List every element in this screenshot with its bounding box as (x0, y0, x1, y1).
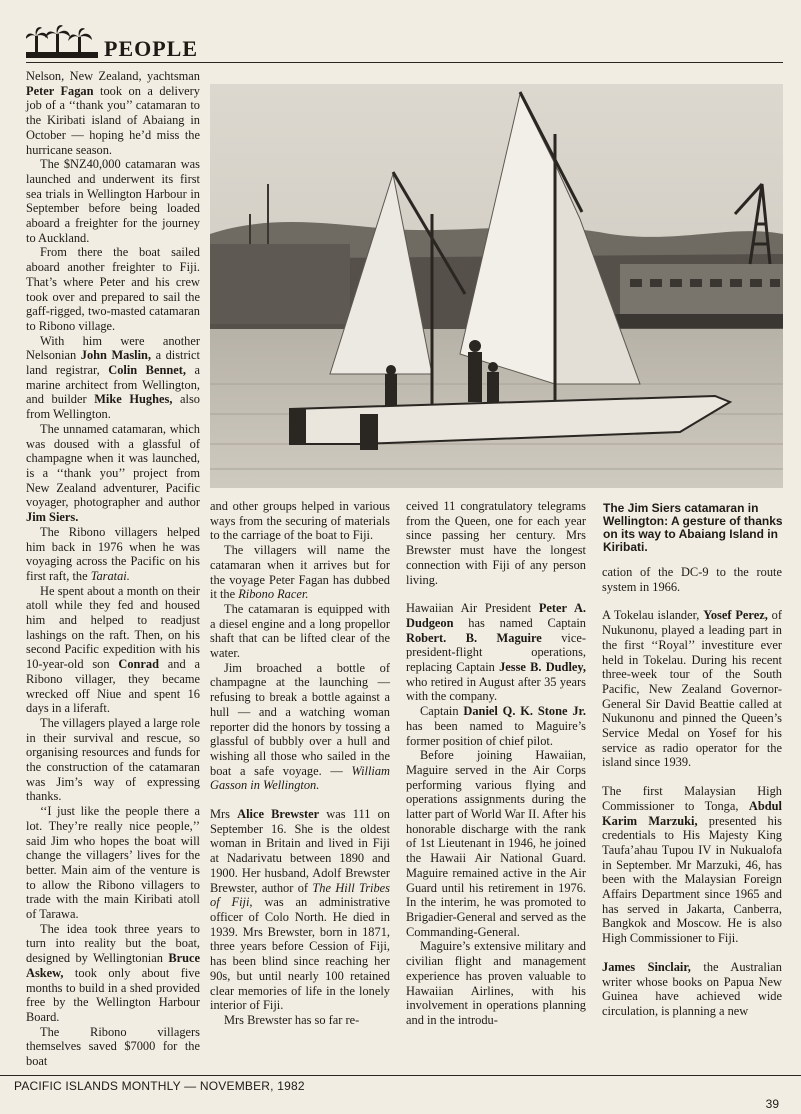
header-rule (26, 62, 783, 63)
article-column-2: and other groups helped in various ways from the securing of materials to the carriage of the boat to Fiji. The villagers will name the catamaran when it arrives but for the voyage Peter Fagan has dubbed it the Ribono Racer. The catamaran is equipped with a diesel engine and a long propellor shaft that can be lifted clear of the water. Jim broached a bottle of champagne at the launching — refusing to break a bottle against a hull — and a watching woman reporter did the honors by tossing a glassful of bubbly over a hull and wishing all those who sailed in the boat a safe voyage. — William Gasson in Wellington. Mrs Alice Brewster was 111 on September 16. She is the oldest woman in Britain and lived in Fiji at Nadarivatu between 1890 and 1900. Her husband, Adolf Brewster Brewster, author of The Hill Tribes of Fiji, was an administrative officer of Colo North. He died in 1939. Mrs Brewster, born in 1871, three years before Cession of Fiji, has been blind since reaching her 90s, but until nearly 100 retained clear memories of life in the lonely interior of Fiji. Mrs Brewster has so far re- (210, 499, 390, 1027)
photo-caption: The Jim Siers catamaran in Wellington: A gesture of thanks on its way to Abaiang Island in Kiribati. (603, 501, 783, 554)
byline: William Gasson in Wellington. (210, 763, 390, 793)
publication-footer: PACIFIC ISLANDS MONTHLY — NOVEMBER, 1982 (14, 1079, 305, 1093)
catamaran-photo (210, 84, 783, 488)
article-column-4: cation of the DC-9 to the route system in 1966. A Tokelau islander, Yosef Perez, of Nukunonu, played a leading part in the first ‘‘Royal’’ investiture ever held in Tokelau. During his recent three-week tour of the South Pacific, New Zealand Governor-General Sir David Beattie called at Nukunonu and pinned the Queen’s Service Medal on Yosef for his service as radio operator for the island since 1939. The first Malaysian High Commissioner to Tonga, Abdul Karim Marzuki, presented his credentials to His Majesty King Taufa’ahau Tupou IV in Nukualofa in September. Mr Marzuki, 46, has been with the Malaysian Foreign Affairs Department since 1965 and has served in Jakarta, Canberra, Bangkok and Moscow. He is also High Commissioner to Fiji. James Sinclair, the Australian writer whose books on Papua New Guinea have achieved wide circulation, is planning a new (602, 565, 783, 1018)
palm-trees-logo (26, 24, 98, 60)
article-column-3: ceived 11 congratulatory telegrams from the Queen, one for each year since passing her century. Mrs Brewster must have the longest connection with Fiji of any person living. Hawaiian Air President Peter A. Dudgeon has named Captain Robert. B. Maguire vice-president-flight operations, replacing Captain Jesse B. Dudley, who retired in August after 35 years with the company. Captain Daniel Q. K. Stone Jr. has been named to Maguire’s former position of chief pilot. Before joining Hawaiian, Maguire served in the Air Corps performing various flying and operations assignments during the latter part of World War II. After his honorable discharge with the rank of 1st Lieutenant in 1946, he joined the Hawaii Air National Guard. Maguire remained active in the Air Guard until his retirement in 1976. In the interim, he was promoted to Brigadier-General and served as the Commanding-General. Maguire’s extensive military and civilian flight and management experience has proven valuable to Hawaiian Airlines, with his involvement in operations planning and in the introdu- (406, 499, 586, 1027)
page-number: 39 (765, 1097, 779, 1111)
article-column-1: Nelson, New Zealand, yachtsman Peter Fagan took on a delivery job of a ‘‘thank you’’ catamaran to the Kiribati island of Abaiang in October — hoping he’d miss the hurricane season. The $NZ40,000 catamaran was launched and underwent its first sea trials in Wellington Harbour in September before being loaded aboard a freighter for the journey to Auckland. From there the boat sailed aboard another freighter to Fiji. That’s where Peter and his crew took over and prepared to sail the gaff-rigged, two-masted catamaran to Ribono village. With him were another Nelsonian John Maslin, a district land registrar, Colin Bennet, a marine architect from Wellington, and builder Mike Hughes, also from Wellington. The unnamed catamaran, which was doused with a glassful of champagne when it was launched, is a ‘‘thank you’’ project from New Zealand adventurer, Pacific voyager, photographer and author Jim Siers. The Ribono villagers helped him back in 1976 when he was voyaging across the Pacific on his first raft, the Taratai. He spent about a month on their atoll while they fed and housed him and helped to readjust lashings on the raft. Then, on his second Pacific expedition with his 10-year-old son Conrad and a Ribono villager, they became wrecked off Niue and spent 16 days in a liferaft. The villagers played a large role in their survival and rescue, so organising resources and funds for the construction of the catamaran was Jim’s way of expressing thanks. ‘‘I just like the people there a lot. They’re really nice people,’’ said Jim who hopes the boat will change the villagers’ lives for the better. Main aim of the venture is to allow the Ribono villagers to trade with the main Kiribati atoll of Tarawa. The idea took three years to turn into reality but the boat, designed by Wellingtonian Bruce Askew, took only about five months to build in a shed provided free by the Wellington Harbour Board. The Ribono villagers themselves saved $7000 for the boat (26, 69, 200, 1069)
footer-rule (0, 1075, 801, 1076)
section-title: PEOPLE (104, 36, 199, 61)
person-name: Peter Fagan (26, 83, 94, 98)
